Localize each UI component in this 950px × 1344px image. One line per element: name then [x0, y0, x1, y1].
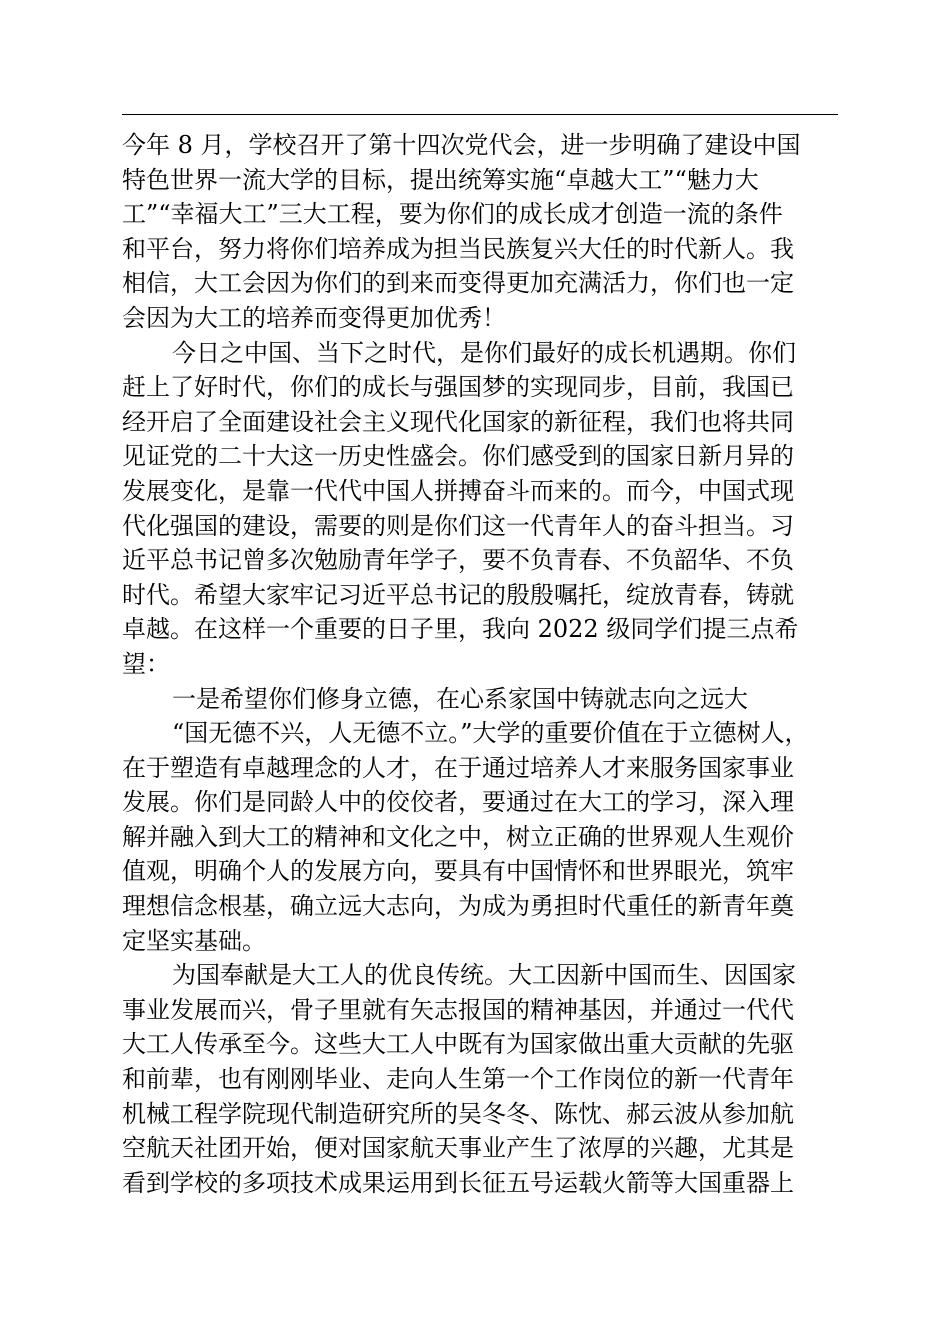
text-line: 看到学校的多项技术成果运用到长征五号运载火箭等大国重器上 [122, 1168, 794, 1197]
text-line: 为国奉献是大工人的优良传统。大工因新中国而生、因国家 [172, 961, 796, 990]
text-line: 代化强国的建设，需要的则是你们这一代青年人的奋斗担当。习 [122, 511, 794, 540]
text-line: 和平台，努力将你们培养成为担当民族复兴大任的时代新人。我 [122, 234, 794, 263]
text-line: 大工人传承至今。这些大工人中既有为国家做出重大贡献的先驱 [122, 1030, 794, 1059]
text-line: 今年 8 月，学校召开了第十四次党代会，进一步明确了建设中国 [122, 131, 801, 159]
text-line: 相信，大工会因为你们的到来而变得更加充满活力，你们也一定 [122, 269, 794, 298]
text-line: 定坚实基础。 [122, 926, 266, 955]
text-line: 工”“幸福大工”三大工程，要为你们的成长成才创造一流的条件 [122, 200, 783, 229]
text-line: 和前辈，也有刚刚毕业、走向人生第一个工作岗位的新一代青年 [122, 1065, 794, 1094]
text-line: 见证党的二十大这一历史性盛会。你们感受到的国家日新月异的 [122, 442, 794, 471]
text-line: 特色世界一流大学的目标，提出统筹实施“卓越大工”“魅力大 [122, 165, 759, 194]
header-rule [122, 114, 838, 115]
text-line: 经开启了全面建设社会主义现代化国家的新征程，我们也将共同 [122, 407, 794, 436]
text-line: 近平总书记曾多次勉励青年学子，要不负青春、不负韶华、不负 [122, 546, 794, 575]
text-line: 值观，明确个人的发展方向，要具有中国情怀和世界眼光，筑牢 [122, 857, 794, 886]
text-line: “国无德不兴，人无德不立。”大学的重要价值在于立德树人， [172, 719, 809, 748]
text-line: 赶上了好时代，你们的成长与强国梦的实现同步，目前，我国已 [122, 373, 794, 402]
text-line: 解并融入到大工的精神和文化之中，树立正确的世界观人生观价 [122, 822, 794, 851]
text-line: 发展变化，是靠一代代中国人拼搏奋斗而来的。而今，中国式现 [122, 476, 794, 505]
text-line: 事业发展而兴，骨子里就有矢志报国的精神基因，并通过一代代 [122, 995, 794, 1024]
text-line: 理想信念根基，确立远大志向，为成为勇担时代重任的新青年奠 [122, 892, 794, 921]
text-line: 在于塑造有卓越理念的人才，在于通过培养人才来服务国家事业 [122, 753, 794, 782]
text-line: 会因为大工的培养而变得更加优秀！ [122, 303, 506, 332]
text-line: 空航天社团开始，便对国家航天事业产生了浓厚的兴趣，尤其是 [122, 1134, 794, 1163]
text-line: 望： [122, 649, 170, 678]
text-line: 卓越。在这样一个重要的日子里，我向 2022 级同学们提三点希 [122, 615, 799, 644]
text-line: 一是希望你们修身立德，在心系家国中铸就志向之远大 [172, 684, 748, 713]
text-line: 发展。你们是同龄人中的佼佼者，要通过在大工的学习，深入理 [122, 788, 794, 817]
text-line: 机械工程学院现代制造研究所的吴冬冬、陈忱、郝云波从参加航 [122, 1099, 794, 1128]
body-text [122, 128, 862, 1200]
text-line: 今日之中国、当下之时代，是你们最好的成长机遇期。你们 [172, 338, 796, 367]
text-line: 时代。希望大家牢记习近平总书记的殷殷嘱托，绽放青春，铸就 [122, 580, 794, 609]
